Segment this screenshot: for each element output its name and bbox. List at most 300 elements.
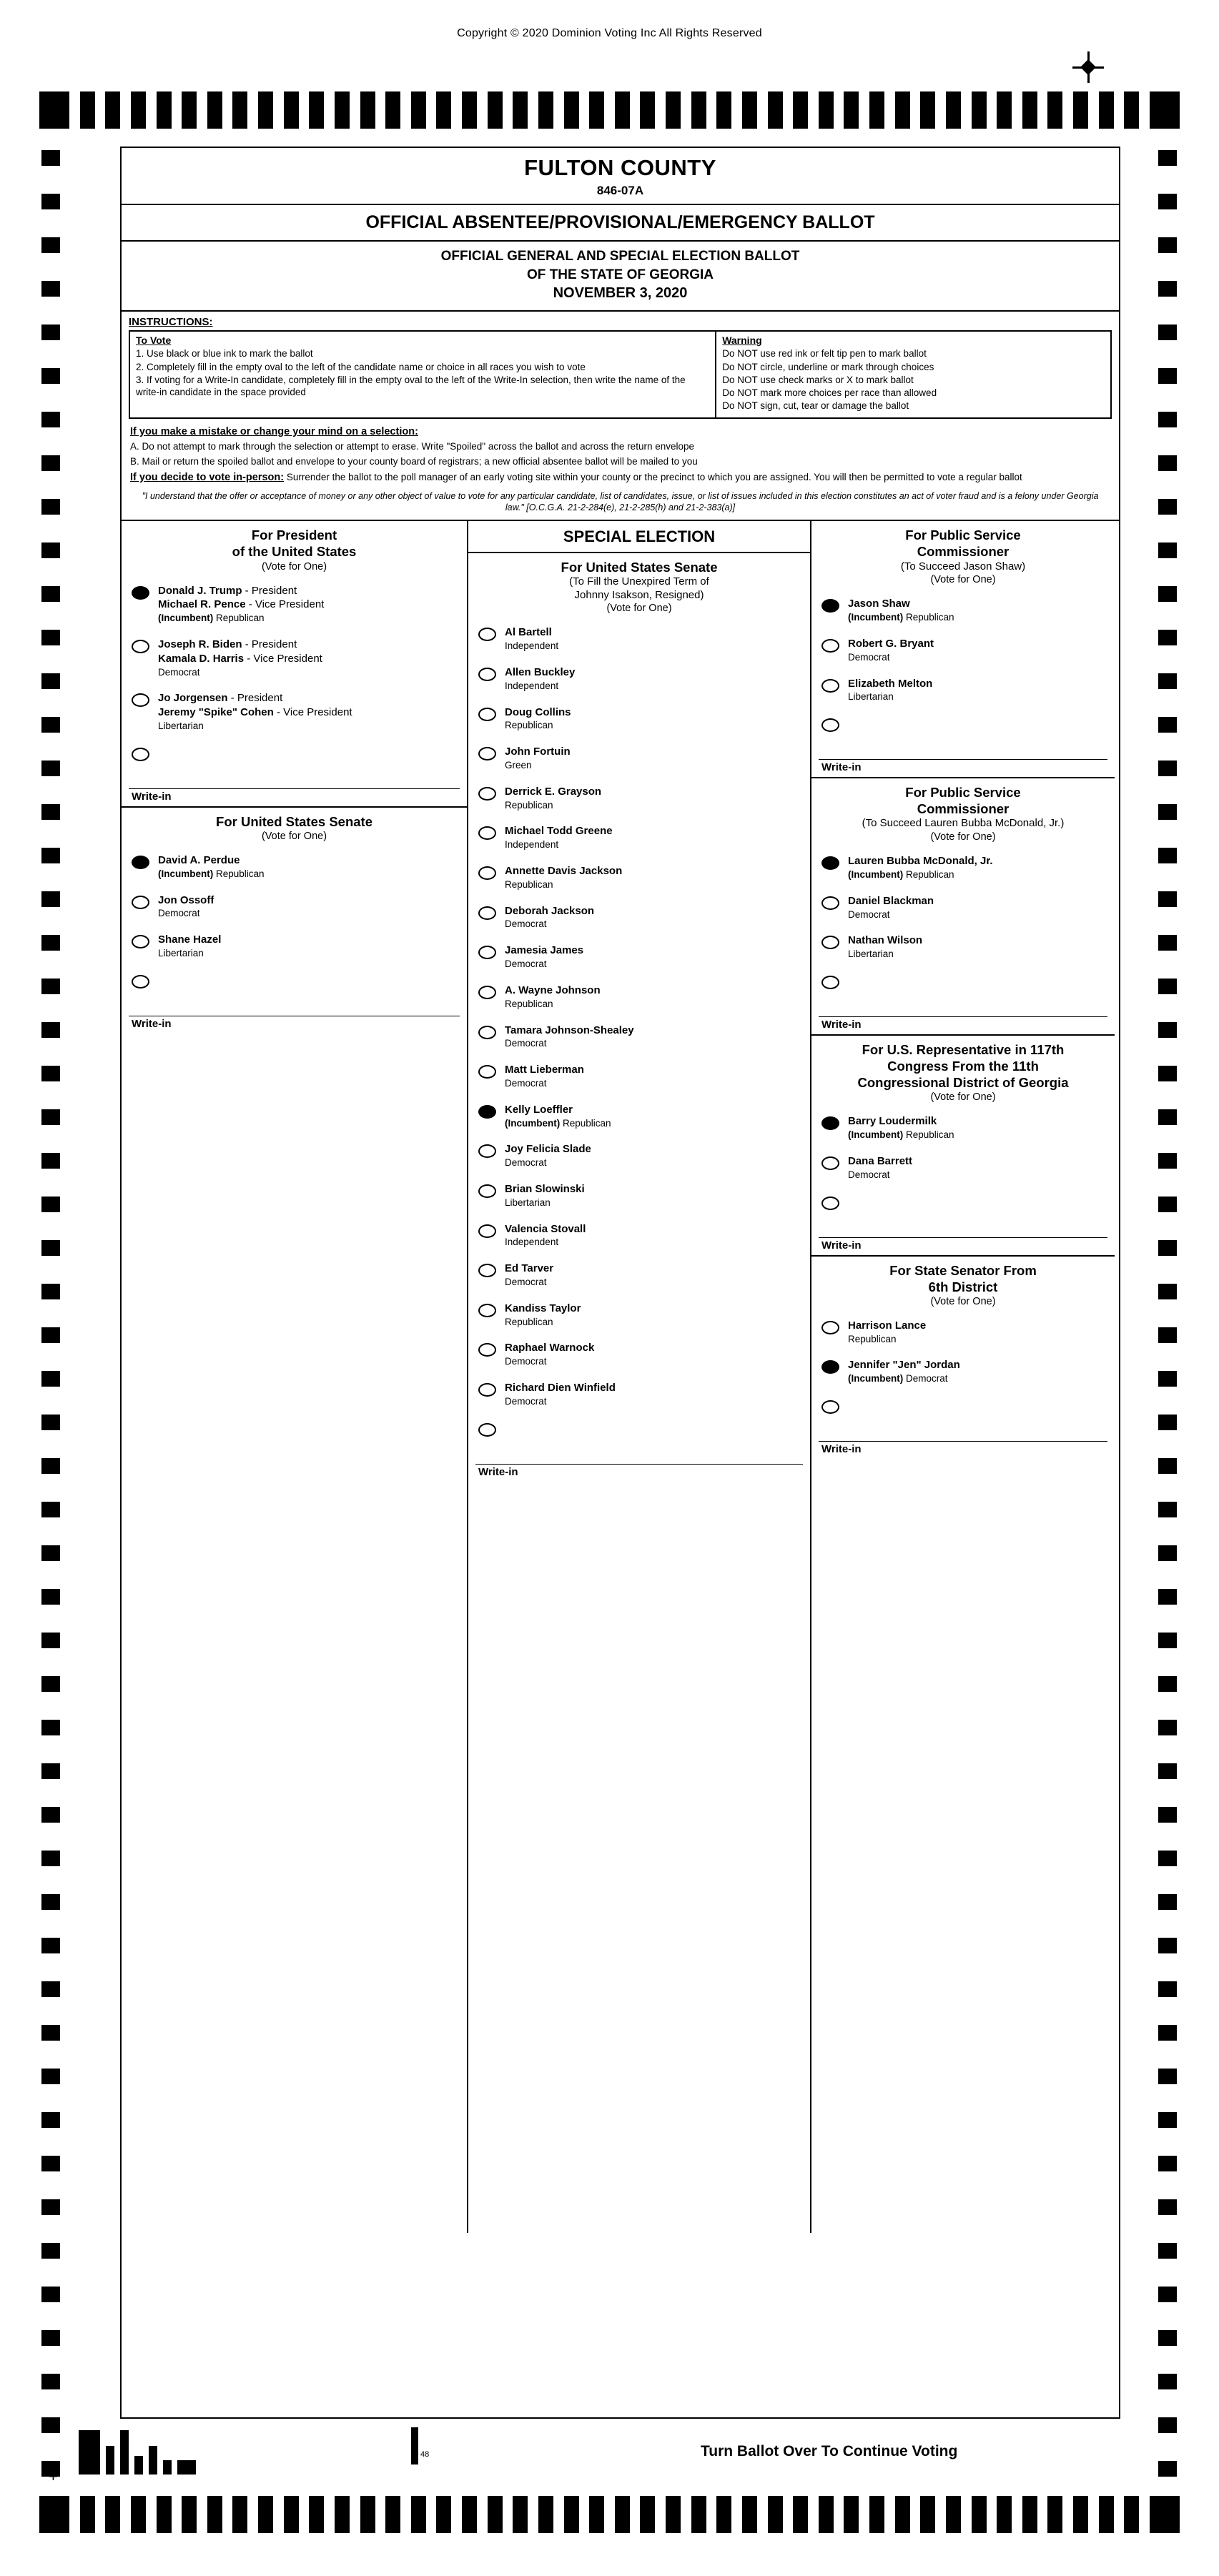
timing-mark [640,2496,655,2533]
oval-empty[interactable] [821,1400,839,1414]
to-vote-block [130,332,716,417]
timing-mark [41,499,60,515]
candidate-name: David A. Perdue [158,853,240,866]
timing-mark [589,2496,604,2533]
oval-empty[interactable] [478,1304,496,1317]
timing-mark [1158,2374,1177,2389]
timing-mark [41,1589,60,1605]
candidate-party: Republican [505,998,553,1009]
timing-mark [284,2496,299,2533]
timing-mark [1158,2461,1177,2477]
oval-empty[interactable] [821,1197,839,1210]
write-in-option[interactable] [811,967,1115,1016]
candidate-option[interactable] [122,847,467,887]
timing-marks-left [41,150,60,2505]
timing-mark [1158,194,1177,209]
oval-empty[interactable] [821,718,839,732]
timing-mark [1158,1633,1177,1648]
candidate-option[interactable] [122,631,467,685]
timing-mark [844,91,859,129]
timing-mark [41,1458,60,1474]
timing-mark [41,2025,60,2041]
timing-mark [41,455,60,471]
timing-mark [360,2496,375,2533]
timing-mark [1158,2330,1177,2346]
contest-title-line: 6th District [928,1279,998,1294]
oval-empty[interactable] [478,747,496,761]
timing-mark [1158,1371,1177,1387]
candidate-party: Democrat [505,918,547,930]
timing-mark [41,1066,60,1081]
timing-mark [105,91,120,129]
contest-psc-shaw [811,521,1115,778]
to-vote-item: 1. Use black or blue ink to mark the ballot [136,348,313,360]
write-in-option[interactable] [122,966,467,1016]
mistake-title: If you make a mistake or change your mind on a selection: [130,425,418,437]
timing-mark [41,543,60,558]
candidate-party: Democrat [158,908,200,919]
write-in-option[interactable] [468,1415,810,1464]
oval-empty[interactable] [821,1156,839,1170]
timing-mark [41,1022,60,1038]
timing-mark [157,2496,172,2533]
oval-empty[interactable] [478,826,496,840]
timing-mark [997,91,1012,129]
candidate-option[interactable] [468,937,810,977]
contest-header [468,553,810,620]
timing-mark [1158,1676,1177,1692]
contest-subtitle-line: Johnny Isakson, Resigned) [574,588,704,601]
timing-mark [1158,412,1177,427]
timing-mark [716,2496,731,2533]
candidate-text [505,705,571,733]
candidate-name: Daniel Blackman [848,894,934,907]
oval-empty[interactable] [132,748,149,761]
candidate-option[interactable] [811,848,1115,888]
contest-title-line: Congressional District of Georgia [857,1075,1069,1091]
candidate-text [505,904,594,931]
candidate-option[interactable] [811,670,1115,710]
candidate-option[interactable] [468,1216,810,1256]
alignment-plus-mark: + [49,2467,58,2485]
candidate-option[interactable] [468,1056,810,1096]
timing-mark [895,91,910,129]
timing-mark [105,2496,120,2533]
timing-mark [41,761,60,776]
oval-filled[interactable] [132,856,149,869]
candidate-text [158,584,324,625]
candidate-party: Libertarian [158,947,204,958]
candidate-option[interactable] [468,699,810,739]
candidate-party: Democrat [505,1157,547,1169]
timing-mark [462,91,477,129]
timing-mark [1158,979,1177,994]
timing-mark [1158,2417,1177,2433]
oval-empty[interactable] [478,1184,496,1198]
contest-subtitle-line: (To Fill the Unexpired Term of [569,575,709,588]
timing-mark [1158,1240,1177,1256]
candidate-name: Dana Barrett [848,1154,913,1167]
candidate-option[interactable] [811,1352,1115,1392]
candidate-name: Jason Shaw [848,598,910,610]
contest-header [811,778,1115,848]
timing-mark [41,1633,60,1648]
mistake-instructions [122,422,1119,487]
candidate-party: Democrat [158,666,200,678]
candidate-option[interactable] [811,927,1115,967]
contest-header [122,808,467,847]
timing-mark [41,1763,60,1779]
candidate-option[interactable] [468,818,810,858]
timing-mark [41,1197,60,1212]
candidate-option[interactable] [811,1148,1115,1188]
candidate-option[interactable] [468,1374,810,1415]
candidate-party: Republican [505,878,553,890]
timing-mark [41,1807,60,1823]
timing-mark [207,2496,222,2533]
timing-mark [1022,91,1037,129]
barcode-bar [106,2446,114,2475]
timing-mark [488,91,503,129]
candidate-text [158,638,322,678]
candidate-name: Doug Collins [505,705,571,718]
oval-empty[interactable] [478,906,496,920]
timing-mark [1158,1763,1177,1779]
oval-filled[interactable] [821,1116,839,1130]
contest-header [122,521,467,577]
timing-mark [41,1415,60,1430]
candidate-name: Valencia Stovall [505,1222,586,1235]
timing-mark [41,368,60,384]
candidate-name: Brian Slowinski [505,1182,585,1195]
timing-mark [41,717,60,733]
contest-title-line: For President [251,527,337,543]
candidate-option[interactable] [468,1136,810,1176]
oval-empty[interactable] [478,986,496,999]
timing-mark [41,1938,60,1953]
copyright-notice: Copyright © 2020 Dominion Voting Inc All Rights Reserved [457,27,762,39]
candidate-text [505,625,558,653]
timing-mark [41,935,60,951]
timing-mark [972,91,987,129]
candidate-option[interactable] [811,590,1115,630]
candidate-option[interactable] [811,888,1115,928]
candidate-text [848,854,993,881]
candidate-party: Independent [505,640,559,652]
candidate-office: - Vice President [244,652,322,665]
candidate-name: Jon Ossoff [158,893,214,906]
candidate-name: Joseph R. Biden [158,638,242,650]
candidate-option[interactable] [468,977,810,1017]
timing-mark [819,2496,834,2533]
write-in-option[interactable] [811,1392,1115,1441]
timing-mark [1158,2069,1177,2084]
contest-special-election [468,521,810,1481]
timing-mark [41,2374,60,2389]
warning-item: Do NOT use red ink or felt tip pen to mark ballot [722,348,927,360]
oval-empty[interactable] [821,1321,839,1334]
candidate-text [505,864,622,891]
timing-mark [41,1284,60,1299]
timing-mark [258,2496,273,2533]
timing-mark [41,2287,60,2302]
oval-empty[interactable] [478,787,496,801]
candidate-office: - Vice President [245,598,325,611]
timing-mark [488,2496,503,2533]
candidate-text [505,1024,634,1051]
timing-mark [309,91,324,129]
timing-marks-right [1158,150,1177,2505]
timing-mark [946,2496,961,2533]
timing-mark [41,1240,60,1256]
candidate-party: Republican [848,1333,897,1344]
candidate-text [505,824,613,851]
oval-empty[interactable] [478,1026,496,1039]
oval-empty[interactable] [478,1224,496,1238]
timing-mark [462,2496,477,2533]
oval-empty[interactable] [132,693,149,707]
oval-empty[interactable] [478,628,496,641]
timing-mark [182,91,197,129]
candidate-option[interactable] [468,1334,810,1374]
oval-empty[interactable] [478,866,496,880]
in-person-text: Surrender the ballot to the poll manager of an early voting site within your county or the precinct to which you are assigned. You will then be permitted to vote a regular ballot [286,471,1022,482]
contest-title-line: For United States Senate [561,559,718,575]
oval-empty[interactable] [478,1423,496,1437]
oval-empty[interactable] [132,935,149,948]
oval-empty[interactable] [478,946,496,959]
timing-mark [41,1894,60,1910]
candidate-text [505,785,601,812]
timing-mark [1158,1894,1177,1910]
vote-for-instruction: (Vote for One) [261,830,327,842]
candidate-name: Derrick E. Grayson [505,785,602,798]
timing-mark [1158,150,1177,166]
to-vote-item: 2. Completely fill in the empty oval to the left of the candidate name or choice in all races you wish to vote [136,361,586,372]
oval-empty[interactable] [478,1343,496,1357]
timing-mark [768,91,783,129]
timing-mark [41,2156,60,2171]
candidate-text [505,984,601,1011]
candidate-option[interactable] [468,619,810,659]
candidate-text [505,1381,616,1408]
timing-mark [1124,91,1139,129]
oval-filled[interactable] [821,1360,839,1374]
timing-mark [41,1676,60,1692]
timing-mark [1158,1022,1177,1038]
candidate-text [848,597,954,624]
oval-filled[interactable] [132,586,149,600]
timing-mark [869,2496,884,2533]
timing-mark [1150,91,1180,129]
timing-mark [1158,1327,1177,1343]
oval-empty[interactable] [132,975,149,989]
timing-mark [1158,1415,1177,1430]
candidate-option[interactable] [811,1312,1115,1352]
candidate-text [505,1341,594,1368]
timing-mark [1124,2496,1139,2533]
timing-mark [1158,1720,1177,1735]
candidate-office: - President [227,692,283,705]
candidate-text [848,1358,960,1385]
timing-mark [1158,2156,1177,2171]
contest-state-senator-6 [811,1257,1115,1459]
vote-for-instruction: (Vote for One) [261,560,327,573]
timing-mark [1158,281,1177,297]
oval-empty[interactable] [478,668,496,681]
timing-mark [80,2496,95,2533]
candidate-option[interactable] [468,1096,810,1136]
timing-mark [1158,2199,1177,2215]
timing-mark [589,91,604,129]
candidate-option[interactable] [468,898,810,938]
candidate-name: Tamara Johnson-Shealey [505,1024,634,1036]
timing-mark [1158,543,1177,558]
ballot-barcode [79,2430,202,2475]
candidate-option[interactable] [811,1108,1115,1148]
turn-ballot-notice: Turn Ballot Over To Continue Voting [701,2443,958,2459]
oval-filled[interactable] [478,1105,496,1119]
candidate-party: Democrat [848,1169,890,1180]
timing-mark [1158,1502,1177,1517]
ballot-frame [120,147,1120,2419]
candidate-option[interactable] [468,1255,810,1295]
barcode-bar [177,2460,196,2475]
timing-mark [1022,2496,1037,2533]
timing-mark [309,2496,324,2533]
candidate-party: Republican [505,1316,553,1327]
candidate-text [848,1154,912,1182]
candidate-option[interactable] [468,1017,810,1057]
timing-mark [39,2496,69,2533]
candidate-option[interactable] [468,1176,810,1216]
oval-empty[interactable] [478,1264,496,1277]
candidate-name: Nathan Wilson [848,934,923,947]
vote-for-instruction: (Vote for One) [930,1295,996,1307]
write-in-option[interactable] [811,710,1115,759]
candidate-party: Democrat [505,1038,547,1049]
candidate-option[interactable] [468,659,810,699]
warning-item: Do NOT circle, underline or mark through choices [722,361,934,372]
timing-mark [793,91,808,129]
oval-empty[interactable] [132,896,149,909]
candidate-name: Jo Jorgensen [158,692,228,705]
write-in-option[interactable] [811,1188,1115,1237]
contest-president [122,521,467,807]
timing-mark [1158,717,1177,733]
timing-mark [1158,804,1177,820]
timing-mark [564,91,579,129]
timing-mark [1158,935,1177,951]
candidate-option[interactable] [468,1295,810,1335]
candidate-option[interactable] [468,778,810,818]
contest-header [811,1036,1115,1108]
oval-empty[interactable] [821,679,839,693]
candidate-name: Kelly Loeffler [505,1103,573,1116]
candidate-option[interactable] [122,685,467,738]
oval-empty[interactable] [478,1065,496,1079]
timing-mark [1158,1851,1177,1866]
candidate-name: Lauren Bubba McDonald, Jr. [848,855,993,868]
candidate-name: Kamala D. Harris [158,652,245,665]
barcode-bar [134,2456,143,2475]
timing-mark [41,194,60,209]
timing-mark [436,91,451,129]
candidate-name: Elizabeth Melton [848,677,933,690]
oval-empty[interactable] [478,708,496,721]
timing-mark [1158,1589,1177,1605]
timing-mark [742,91,757,129]
timing-mark [946,91,961,129]
timing-mark [41,630,60,645]
contest-title-line: For State Senator From [889,1262,1037,1278]
timing-mark [1158,325,1177,340]
timing-mark [335,2496,350,2533]
oval-empty[interactable] [821,936,839,949]
candidate-party: Democrat [505,1077,547,1089]
timing-mark [742,2496,757,2533]
oval-empty[interactable] [478,1383,496,1397]
timing-mark [869,91,884,129]
timing-mark [997,2496,1012,2533]
oval-empty[interactable] [478,1144,496,1158]
candidate-option[interactable] [468,738,810,778]
timing-mark [1073,91,1088,129]
candidate-office: - President [242,638,297,650]
official-ballot-title: OFFICIAL ABSENTEE/PROVISIONAL/EMERGENCY BALLOT [122,205,1119,242]
candidate-text [158,853,265,881]
write-in-option[interactable] [122,739,467,788]
contest-title-line: For Public Service [905,527,1021,543]
general-line-2: OF THE STATE OF GEORGIA [526,267,714,282]
timing-mark [1158,1938,1177,1953]
candidate-name: Barry Loudermilk [848,1115,937,1128]
candidate-option[interactable] [122,578,467,631]
oval-filled[interactable] [821,856,839,870]
candidate-text [158,691,352,732]
candidate-option[interactable] [468,858,810,898]
contest-columns [122,520,1119,2233]
timing-mark [41,325,60,340]
barcode-bar [149,2446,157,2475]
candidate-name: Shane Hazel [158,933,222,946]
candidate-party: Green [505,760,532,771]
registration-target-icon [1072,51,1104,83]
candidate-option[interactable] [122,926,467,966]
candidate-name: A. Wayne Johnson [505,984,601,996]
oval-filled[interactable] [821,599,839,613]
contest-header [811,521,1115,590]
timing-mark [41,1981,60,1997]
timing-mark [564,2496,579,2533]
candidate-text [848,1114,954,1141]
oval-empty[interactable] [821,896,839,910]
timing-mark [920,2496,935,2533]
timing-mark [41,1153,60,1169]
candidate-name: Michael R. Pence [158,598,246,611]
candidate-name: Robert G. Bryant [848,637,934,650]
candidate-text [158,893,214,921]
timing-mark [1158,1284,1177,1299]
oval-empty[interactable] [132,640,149,653]
candidate-option[interactable] [811,630,1115,670]
warning-item: Do NOT mark more choices per race than allowed [722,387,937,399]
oval-empty[interactable] [821,976,839,989]
oval-empty[interactable] [821,639,839,653]
candidate-party: Libertarian [158,720,204,731]
timing-mark [844,2496,859,2533]
candidate-option[interactable] [122,887,467,927]
